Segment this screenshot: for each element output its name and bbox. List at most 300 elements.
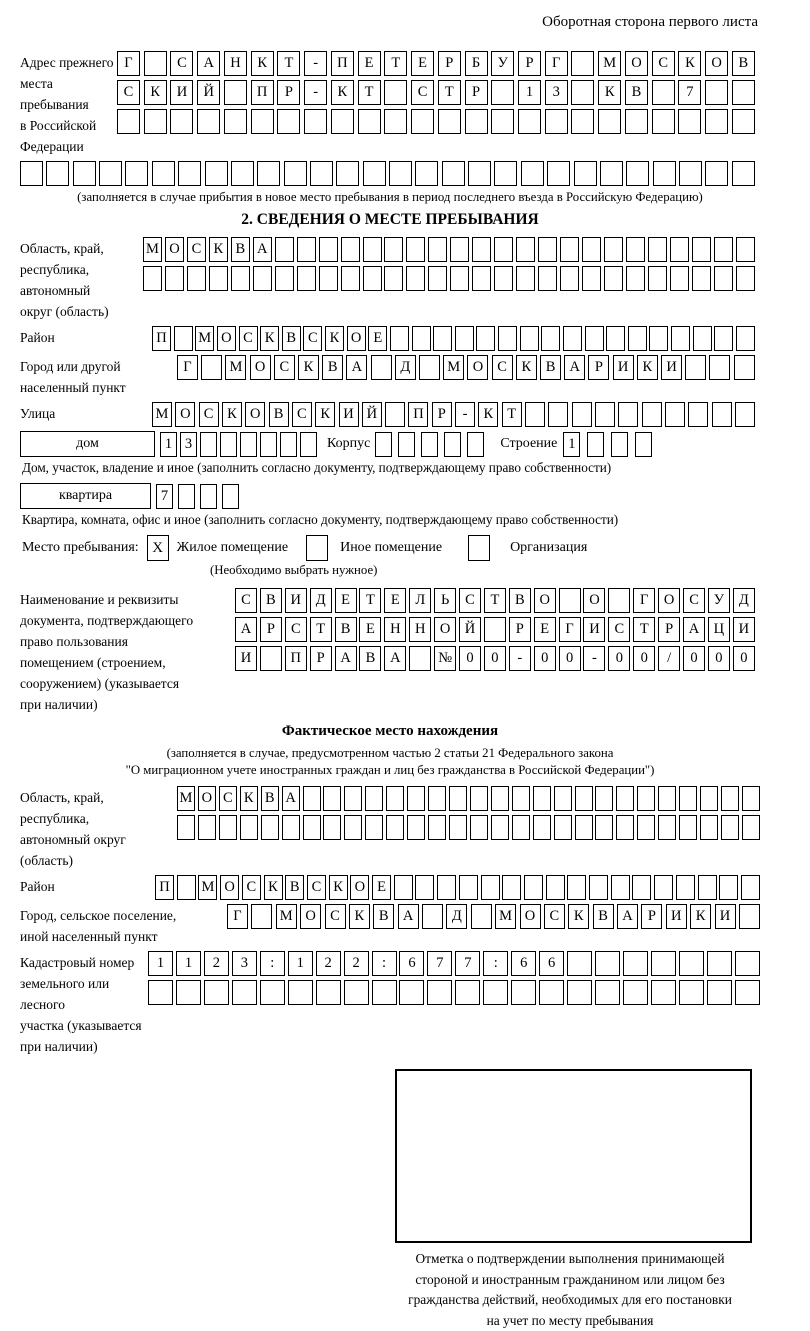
- char-cell[interactable]: [707, 980, 732, 1005]
- char-cell[interactable]: А: [346, 355, 367, 380]
- char-cell[interactable]: :: [260, 951, 285, 976]
- char-cell[interactable]: 1: [148, 951, 173, 976]
- char-cell[interactable]: Т: [358, 80, 381, 105]
- char-cell[interactable]: [623, 980, 648, 1005]
- char-cell[interactable]: С: [492, 355, 513, 380]
- char-cell[interactable]: [732, 109, 755, 134]
- char-cell[interactable]: [665, 402, 685, 427]
- char-cell[interactable]: А: [564, 355, 585, 380]
- char-cell[interactable]: [204, 980, 229, 1005]
- char-cell[interactable]: М: [443, 355, 464, 380]
- char-cell[interactable]: [384, 109, 407, 134]
- char-cell[interactable]: И: [613, 355, 634, 380]
- char-cell[interactable]: [604, 266, 623, 291]
- char-cell[interactable]: О: [658, 588, 680, 613]
- char-cell[interactable]: [538, 266, 557, 291]
- char-cell[interactable]: [422, 904, 443, 929]
- char-cell[interactable]: К: [298, 355, 319, 380]
- char-cell[interactable]: [300, 432, 317, 457]
- char-cell[interactable]: К: [325, 326, 344, 351]
- char-cell[interactable]: /: [658, 646, 680, 671]
- char-cell[interactable]: Е: [335, 588, 357, 613]
- char-cell[interactable]: [187, 266, 206, 291]
- char-cell[interactable]: [407, 786, 425, 811]
- char-cell[interactable]: О: [347, 326, 366, 351]
- char-cell[interactable]: 7: [455, 951, 480, 976]
- char-cell[interactable]: [735, 951, 760, 976]
- char-cell[interactable]: [468, 161, 491, 186]
- char-cell[interactable]: [546, 875, 565, 900]
- char-cell[interactable]: [415, 875, 434, 900]
- char-cell[interactable]: Л: [409, 588, 431, 613]
- char-cell[interactable]: К: [598, 80, 621, 105]
- char-cell[interactable]: Р: [438, 51, 461, 76]
- char-cell[interactable]: [545, 109, 568, 134]
- char-cell[interactable]: [341, 237, 360, 262]
- char-cell[interactable]: [200, 484, 217, 509]
- char-cell[interactable]: Д: [733, 588, 755, 613]
- char-cell[interactable]: [428, 786, 446, 811]
- char-cell[interactable]: [742, 815, 760, 840]
- char-cell[interactable]: [99, 161, 122, 186]
- char-cell[interactable]: [512, 786, 530, 811]
- char-cell[interactable]: [365, 786, 383, 811]
- char-cell[interactable]: [144, 51, 167, 76]
- char-cell[interactable]: [389, 161, 412, 186]
- char-cell[interactable]: Г: [177, 355, 198, 380]
- char-cell[interactable]: [678, 109, 701, 134]
- char-cell[interactable]: [692, 237, 711, 262]
- char-cell[interactable]: [372, 980, 397, 1005]
- char-cell[interactable]: [595, 786, 613, 811]
- char-cell[interactable]: [358, 109, 381, 134]
- char-cell[interactable]: И: [715, 904, 736, 929]
- char-cell[interactable]: Т: [438, 80, 461, 105]
- char-cell[interactable]: О: [520, 904, 541, 929]
- char-cell[interactable]: [608, 588, 630, 613]
- char-cell[interactable]: -: [583, 646, 605, 671]
- char-cell[interactable]: [438, 109, 461, 134]
- char-cell[interactable]: 1: [176, 951, 201, 976]
- char-cell[interactable]: :: [372, 951, 397, 976]
- char-cell[interactable]: 0: [708, 646, 730, 671]
- char-cell[interactable]: [541, 326, 560, 351]
- char-cell[interactable]: 2: [204, 951, 229, 976]
- char-cell[interactable]: [705, 161, 728, 186]
- char-cell[interactable]: [412, 326, 431, 351]
- char-cell[interactable]: Б: [465, 51, 488, 76]
- char-cell[interactable]: [652, 80, 675, 105]
- char-cell[interactable]: [433, 326, 452, 351]
- char-cell[interactable]: [516, 266, 535, 291]
- char-cell[interactable]: [222, 484, 239, 509]
- char-cell[interactable]: 1: [160, 432, 177, 457]
- char-cell[interactable]: [637, 815, 655, 840]
- char-cell[interactable]: К: [144, 80, 167, 105]
- char-cell[interactable]: [209, 266, 228, 291]
- char-cell[interactable]: А: [253, 237, 272, 262]
- char-cell[interactable]: [575, 786, 593, 811]
- char-cell[interactable]: [571, 109, 594, 134]
- char-cell[interactable]: [406, 237, 425, 262]
- char-cell[interactable]: П: [285, 646, 307, 671]
- char-cell[interactable]: [384, 266, 403, 291]
- char-cell[interactable]: В: [269, 402, 289, 427]
- char-cell[interactable]: К: [260, 326, 279, 351]
- char-cell[interactable]: №: [434, 646, 456, 671]
- char-cell[interactable]: 0: [683, 646, 705, 671]
- char-cell[interactable]: [253, 266, 272, 291]
- char-cell[interactable]: [736, 266, 755, 291]
- char-cell[interactable]: С: [292, 402, 312, 427]
- char-cell[interactable]: [732, 80, 755, 105]
- char-cell[interactable]: 0: [608, 646, 630, 671]
- char-cell[interactable]: [518, 109, 541, 134]
- char-cell[interactable]: [642, 402, 662, 427]
- char-cell[interactable]: [491, 80, 514, 105]
- char-cell[interactable]: [600, 161, 623, 186]
- char-cell[interactable]: А: [197, 51, 220, 76]
- char-cell[interactable]: Р: [465, 80, 488, 105]
- char-cell[interactable]: 3: [545, 80, 568, 105]
- char-cell[interactable]: К: [209, 237, 228, 262]
- char-cell[interactable]: [491, 815, 509, 840]
- char-cell[interactable]: [442, 161, 465, 186]
- char-cell[interactable]: [654, 875, 673, 900]
- char-cell[interactable]: 1: [563, 432, 580, 457]
- char-cell[interactable]: В: [540, 355, 561, 380]
- char-cell[interactable]: [705, 109, 728, 134]
- char-cell[interactable]: Т: [384, 51, 407, 76]
- char-cell[interactable]: С: [683, 588, 705, 613]
- char-cell[interactable]: С: [219, 786, 237, 811]
- char-cell[interactable]: С: [274, 355, 295, 380]
- char-cell[interactable]: К: [315, 402, 335, 427]
- char-cell[interactable]: [449, 786, 467, 811]
- char-cell[interactable]: А: [235, 617, 257, 642]
- char-cell[interactable]: [304, 109, 327, 134]
- char-cell[interactable]: [516, 237, 535, 262]
- char-cell[interactable]: 6: [511, 951, 536, 976]
- char-cell[interactable]: [595, 980, 620, 1005]
- char-cell[interactable]: [275, 266, 294, 291]
- char-cell[interactable]: 0: [484, 646, 506, 671]
- char-cell[interactable]: [585, 326, 604, 351]
- char-cell[interactable]: А: [683, 617, 705, 642]
- char-cell[interactable]: [280, 432, 297, 457]
- char-cell[interactable]: [467, 432, 484, 457]
- char-cell[interactable]: Д: [446, 904, 467, 929]
- char-cell[interactable]: [595, 402, 615, 427]
- char-cell[interactable]: Р: [310, 646, 332, 671]
- char-cell[interactable]: Е: [358, 51, 381, 76]
- char-cell[interactable]: А: [617, 904, 638, 929]
- char-cell[interactable]: И: [285, 588, 307, 613]
- char-cell[interactable]: Т: [502, 402, 522, 427]
- char-cell[interactable]: [502, 875, 521, 900]
- char-cell[interactable]: [595, 815, 613, 840]
- char-cell[interactable]: П: [331, 51, 354, 76]
- checkbox-organizaciya[interactable]: [468, 535, 490, 561]
- char-cell[interactable]: [384, 237, 403, 262]
- char-cell[interactable]: [219, 815, 237, 840]
- char-cell[interactable]: М: [195, 326, 214, 351]
- char-cell[interactable]: Н: [409, 617, 431, 642]
- char-cell[interactable]: [538, 237, 557, 262]
- char-cell[interactable]: М: [198, 875, 217, 900]
- char-cell[interactable]: [679, 815, 697, 840]
- char-cell[interactable]: [303, 786, 321, 811]
- char-cell[interactable]: [652, 109, 675, 134]
- char-cell[interactable]: О: [220, 875, 239, 900]
- char-cell[interactable]: И: [583, 617, 605, 642]
- char-cell[interactable]: О: [705, 51, 728, 76]
- char-cell[interactable]: [260, 980, 285, 1005]
- char-cell[interactable]: В: [231, 237, 250, 262]
- char-cell[interactable]: К: [678, 51, 701, 76]
- char-cell[interactable]: [297, 237, 316, 262]
- char-cell[interactable]: [606, 326, 625, 351]
- char-cell[interactable]: [572, 402, 592, 427]
- char-cell[interactable]: В: [260, 588, 282, 613]
- char-cell[interactable]: [310, 161, 333, 186]
- char-cell[interactable]: -: [455, 402, 475, 427]
- char-cell[interactable]: [421, 432, 438, 457]
- char-cell[interactable]: [398, 432, 415, 457]
- char-cell[interactable]: [679, 161, 702, 186]
- char-cell[interactable]: [20, 161, 43, 186]
- char-cell[interactable]: Е: [372, 875, 391, 900]
- char-cell[interactable]: [224, 109, 247, 134]
- char-cell[interactable]: Т: [310, 617, 332, 642]
- char-cell[interactable]: У: [708, 588, 730, 613]
- char-cell[interactable]: [46, 161, 69, 186]
- char-cell[interactable]: [698, 875, 717, 900]
- char-cell[interactable]: [231, 266, 250, 291]
- char-cell[interactable]: П: [152, 326, 171, 351]
- char-cell[interactable]: [288, 980, 313, 1005]
- char-cell[interactable]: С: [239, 326, 258, 351]
- char-cell[interactable]: Н: [384, 617, 406, 642]
- char-cell[interactable]: [386, 815, 404, 840]
- char-cell[interactable]: [176, 980, 201, 1005]
- char-cell[interactable]: [567, 875, 586, 900]
- char-cell[interactable]: А: [384, 646, 406, 671]
- char-cell[interactable]: [472, 266, 491, 291]
- char-cell[interactable]: [589, 875, 608, 900]
- char-cell[interactable]: [481, 875, 500, 900]
- char-cell[interactable]: И: [170, 80, 193, 105]
- char-cell[interactable]: 1: [518, 80, 541, 105]
- char-cell[interactable]: [676, 875, 695, 900]
- char-cell[interactable]: [363, 266, 382, 291]
- char-cell[interactable]: [560, 266, 579, 291]
- char-cell[interactable]: [148, 980, 173, 1005]
- char-cell[interactable]: [567, 980, 592, 1005]
- char-cell[interactable]: С: [608, 617, 630, 642]
- char-cell[interactable]: К: [329, 875, 348, 900]
- char-cell[interactable]: [611, 875, 630, 900]
- char-cell[interactable]: [323, 815, 341, 840]
- char-cell[interactable]: [693, 326, 712, 351]
- char-cell[interactable]: И: [661, 355, 682, 380]
- char-cell[interactable]: 7: [156, 484, 173, 509]
- char-cell[interactable]: [407, 815, 425, 840]
- char-cell[interactable]: О: [250, 355, 271, 380]
- char-cell[interactable]: [616, 786, 634, 811]
- checkbox-inoe[interactable]: [306, 535, 328, 561]
- char-cell[interactable]: О: [245, 402, 265, 427]
- char-cell[interactable]: [363, 237, 382, 262]
- char-cell[interactable]: [177, 875, 196, 900]
- char-cell[interactable]: [707, 951, 732, 976]
- char-cell[interactable]: [625, 109, 648, 134]
- char-cell[interactable]: [582, 237, 601, 262]
- char-cell[interactable]: О: [198, 786, 216, 811]
- char-cell[interactable]: [261, 815, 279, 840]
- char-cell[interactable]: [365, 815, 383, 840]
- char-cell[interactable]: [344, 786, 362, 811]
- char-cell[interactable]: -: [304, 51, 327, 76]
- char-cell[interactable]: [371, 355, 392, 380]
- char-cell[interactable]: М: [495, 904, 516, 929]
- char-cell[interactable]: О: [350, 875, 369, 900]
- char-cell[interactable]: В: [509, 588, 531, 613]
- char-cell[interactable]: [679, 786, 697, 811]
- char-cell[interactable]: Й: [197, 80, 220, 105]
- char-cell[interactable]: [419, 355, 440, 380]
- char-cell[interactable]: [174, 326, 193, 351]
- char-cell[interactable]: К: [240, 786, 258, 811]
- char-cell[interactable]: [428, 237, 447, 262]
- char-cell[interactable]: [275, 237, 294, 262]
- char-cell[interactable]: К: [349, 904, 370, 929]
- char-cell[interactable]: И: [235, 646, 257, 671]
- char-cell[interactable]: [618, 402, 638, 427]
- char-cell[interactable]: [232, 980, 257, 1005]
- char-cell[interactable]: [282, 815, 300, 840]
- char-cell[interactable]: М: [276, 904, 297, 929]
- char-cell[interactable]: [201, 355, 222, 380]
- char-cell[interactable]: [165, 266, 184, 291]
- char-cell[interactable]: Е: [359, 617, 381, 642]
- char-cell[interactable]: [626, 266, 645, 291]
- char-cell[interactable]: -: [509, 646, 531, 671]
- char-cell[interactable]: [143, 266, 162, 291]
- char-cell[interactable]: Т: [484, 588, 506, 613]
- char-cell[interactable]: Г: [227, 904, 248, 929]
- char-cell[interactable]: [571, 51, 594, 76]
- char-cell[interactable]: [220, 432, 237, 457]
- char-cell[interactable]: [520, 326, 539, 351]
- char-cell[interactable]: Г: [559, 617, 581, 642]
- char-cell[interactable]: О: [300, 904, 321, 929]
- char-cell[interactable]: [679, 951, 704, 976]
- char-cell[interactable]: Ц: [708, 617, 730, 642]
- char-cell[interactable]: И: [666, 904, 687, 929]
- char-cell[interactable]: 2: [316, 951, 341, 976]
- char-cell[interactable]: 1: [288, 951, 313, 976]
- char-cell[interactable]: 0: [459, 646, 481, 671]
- char-cell[interactable]: М: [225, 355, 246, 380]
- char-cell[interactable]: [648, 266, 667, 291]
- char-cell[interactable]: [547, 161, 570, 186]
- char-cell[interactable]: [598, 109, 621, 134]
- char-cell[interactable]: Д: [395, 355, 416, 380]
- char-cell[interactable]: О: [625, 51, 648, 76]
- char-cell[interactable]: 0: [633, 646, 655, 671]
- char-cell[interactable]: [734, 355, 755, 380]
- char-cell[interactable]: [297, 266, 316, 291]
- char-cell[interactable]: К: [251, 51, 274, 76]
- char-cell[interactable]: 0: [559, 646, 581, 671]
- char-cell[interactable]: [658, 815, 676, 840]
- char-cell[interactable]: [575, 815, 593, 840]
- char-cell[interactable]: [484, 617, 506, 642]
- char-cell[interactable]: [700, 786, 718, 811]
- char-cell[interactable]: К: [690, 904, 711, 929]
- char-cell[interactable]: С: [242, 875, 261, 900]
- char-cell[interactable]: Т: [277, 51, 300, 76]
- char-cell[interactable]: [385, 402, 405, 427]
- char-cell[interactable]: [240, 432, 257, 457]
- char-cell[interactable]: [178, 161, 201, 186]
- char-cell[interactable]: [428, 815, 446, 840]
- char-cell[interactable]: Р: [641, 904, 662, 929]
- char-cell[interactable]: [587, 432, 604, 457]
- char-cell[interactable]: [533, 786, 551, 811]
- char-cell[interactable]: Р: [518, 51, 541, 76]
- char-cell[interactable]: [533, 815, 551, 840]
- char-cell[interactable]: [257, 161, 280, 186]
- char-cell[interactable]: [719, 875, 738, 900]
- char-cell[interactable]: У: [491, 51, 514, 76]
- char-cell[interactable]: [73, 161, 96, 186]
- char-cell[interactable]: [394, 875, 413, 900]
- char-cell[interactable]: М: [598, 51, 621, 76]
- char-cell[interactable]: [563, 326, 582, 351]
- char-cell[interactable]: И: [733, 617, 755, 642]
- char-cell[interactable]: [611, 432, 628, 457]
- char-cell[interactable]: [375, 432, 392, 457]
- char-cell[interactable]: [319, 266, 338, 291]
- char-cell[interactable]: Е: [411, 51, 434, 76]
- char-cell[interactable]: [465, 109, 488, 134]
- char-cell[interactable]: [494, 237, 513, 262]
- char-cell[interactable]: [277, 109, 300, 134]
- char-cell[interactable]: [427, 980, 452, 1005]
- char-cell[interactable]: С: [459, 588, 481, 613]
- char-cell[interactable]: С: [307, 875, 326, 900]
- char-cell[interactable]: [735, 402, 755, 427]
- char-cell[interactable]: С: [199, 402, 219, 427]
- char-cell[interactable]: [632, 875, 651, 900]
- char-cell[interactable]: Г: [117, 51, 140, 76]
- char-cell[interactable]: :: [483, 951, 508, 976]
- char-cell[interactable]: [471, 904, 492, 929]
- char-cell[interactable]: 7: [678, 80, 701, 105]
- char-cell[interactable]: [560, 237, 579, 262]
- char-cell[interactable]: [688, 402, 708, 427]
- char-cell[interactable]: К: [331, 80, 354, 105]
- char-cell[interactable]: [498, 326, 517, 351]
- char-cell[interactable]: М: [177, 786, 195, 811]
- char-cell[interactable]: П: [155, 875, 174, 900]
- char-cell[interactable]: [323, 786, 341, 811]
- char-cell[interactable]: В: [625, 80, 648, 105]
- char-cell[interactable]: Р: [277, 80, 300, 105]
- char-cell[interactable]: [714, 237, 733, 262]
